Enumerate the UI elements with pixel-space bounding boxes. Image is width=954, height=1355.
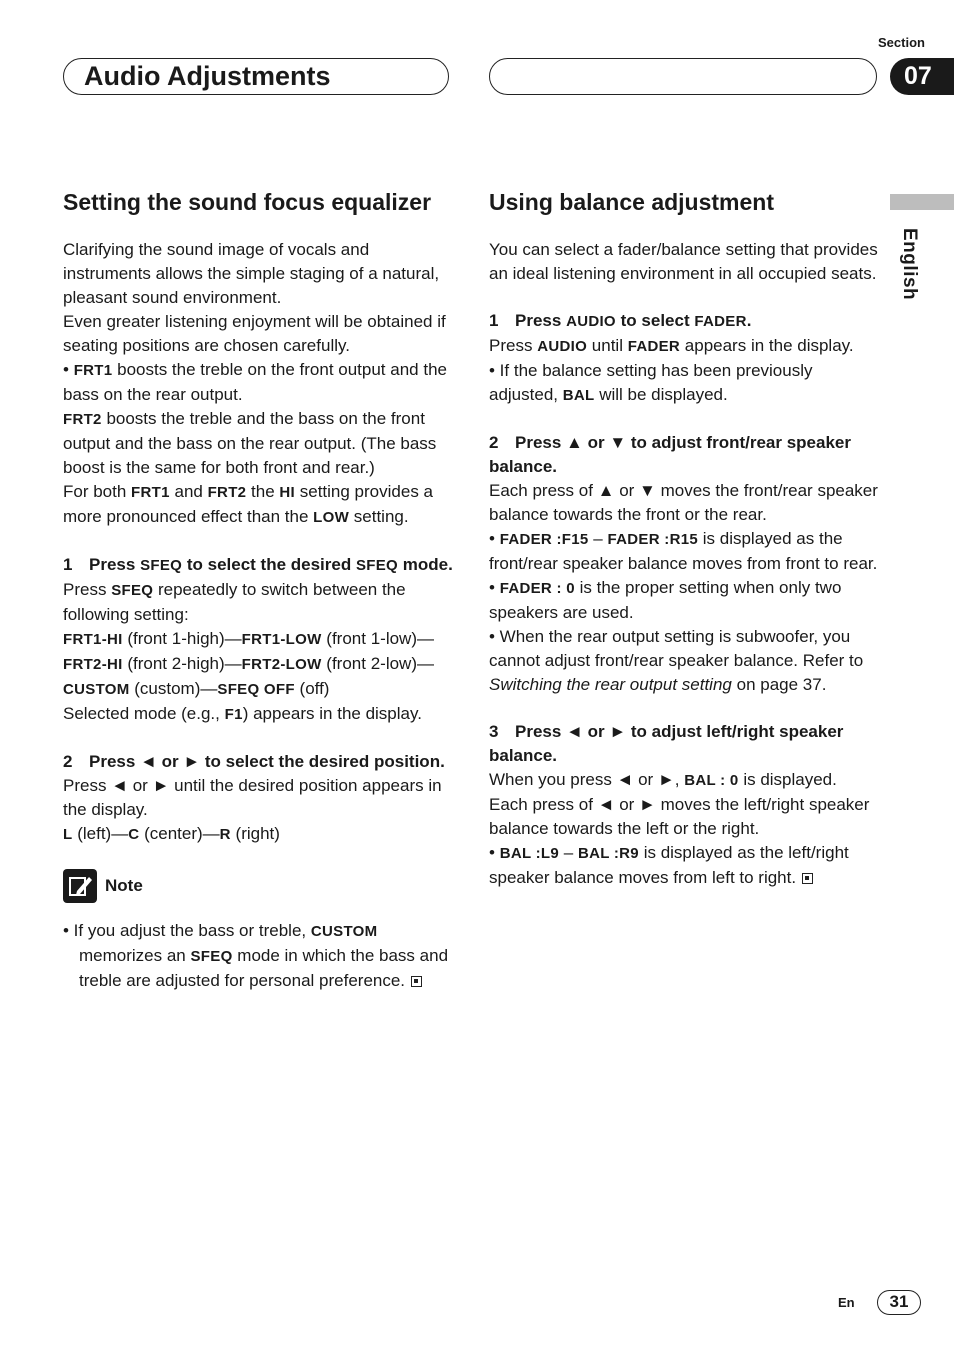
selected-mode-text: Selected mode (e.g., F1) appears in the display. (63, 704, 422, 723)
section-label: Section (878, 35, 925, 50)
right-step-2: 2 Press ▲ or ▼ to adjust front/rear speaker balance. (489, 433, 851, 476)
section-number-tab: 07 (890, 58, 954, 95)
sfeq-sequence: FRT1-HI (front 1-high)—FRT1-LOW (front 1-low)—FRT2-HI (front 2-high)—FRT2-LOW (front 2-low)—CUSTOM (custom)—SFEQ OFF (off) (63, 629, 434, 698)
end-mark-icon (411, 976, 422, 987)
right-step-1-body: Press AUDIO until FADER appears in the display. (489, 336, 854, 355)
right-step-3-body: When you press ◄ or ►, BAL : 0 is displayed. (489, 770, 837, 789)
code-frt1: FRT1 (73, 362, 113, 379)
frt2-description: FRT2 boosts the treble and the bass on the front output and the bass on the rear output. (The bass boost is the same for both front and rear.) (63, 409, 437, 477)
subwoofer-bullet: • When the rear output setting is subwoofer, you cannot adjust front/rear speaker balance. Refer to Switching the rear output setting on page 37. (489, 627, 864, 694)
left-step-2: 2 Press ◄ or ► to select the desired position. (63, 752, 445, 771)
right-step-3-body-2: Each press of ◄ or ► moves the left/right speaker balance towards the left or the right. (489, 795, 870, 838)
right-step-1: 1 Press AUDIO to select FADER. (489, 311, 752, 330)
right-step-1-bullet: • If the balance setting has been previously adjusted, BAL will be displayed. (489, 361, 813, 404)
right-step-3: 3 Press ◄ or ► to adjust left/right speaker balance. (489, 722, 844, 765)
note-item: • If you adjust the bass or treble, CUSTOM memorizes an SFEQ mode in which the bass and treble are adjusted for personal preference. (63, 921, 449, 990)
header-blank-frame (489, 58, 877, 95)
left-intro-2: Even greater listening enjoyment will be obtained if seating positions are chosen carefully. (63, 312, 446, 355)
fader-range-bullet: • FADER :F15 – FADER :R15 is displayed as the front/rear speaker balance moves from front to rear. (489, 529, 878, 573)
right-column (489, 186, 879, 890)
left-intro-1: Clarifying the sound image of vocals and instruments allows the simple staging of a natural, pleasant sound environment. (63, 240, 440, 307)
language-tab-bar (890, 194, 954, 210)
page-number: 31 (877, 1290, 921, 1315)
right-intro: You can select a fader/balance setting that provides an ideal listening environment in all occupied seats. (489, 240, 878, 283)
left-heading: Setting the sound focus equalizer (63, 189, 432, 215)
footer-language: En (838, 1295, 855, 1310)
right-step-2-body: Each press of ▲ or ▼ moves the front/rear speaker balance towards the front or the rear. (489, 481, 878, 524)
balance-range-bullet: • BAL :L9 – BAL :R9 is displayed as the left/right speaker balance moves from left to right. (489, 843, 849, 887)
position-sequence: L (left)—C (center)—R (right) (63, 824, 280, 843)
right-heading: Using balance adjustment (489, 189, 775, 215)
left-column (63, 186, 453, 993)
cross-reference: Switching the rear output setting (489, 675, 732, 694)
code-frt2: FRT2 (63, 411, 102, 428)
left-step-2-body: Press ◄ or ► until the desired position appears in the display. (63, 776, 442, 819)
frt1-description: • FRT1 boosts the treble on the front output and the bass on the rear output. (63, 360, 447, 404)
both-description: For both FRT1 and FRT2 the HI setting provides a more pronounced effect than the LOW setting. (63, 482, 433, 526)
page-title: Audio Adjustments (84, 61, 331, 91)
note-label: Note (105, 876, 143, 895)
language-tab-label: English (899, 228, 920, 301)
note-pencil-icon (63, 869, 97, 903)
fader-zero-bullet: • FADER : 0 is the proper setting when only two speakers are used. (489, 578, 842, 622)
note-header (63, 869, 453, 903)
left-step-1: 1 Press SFEQ to select the desired SFEQ mode. (63, 555, 453, 574)
left-step-1-body: Press SFEQ repeatedly to switch between the following setting: (63, 580, 406, 624)
end-mark-icon (802, 873, 813, 884)
